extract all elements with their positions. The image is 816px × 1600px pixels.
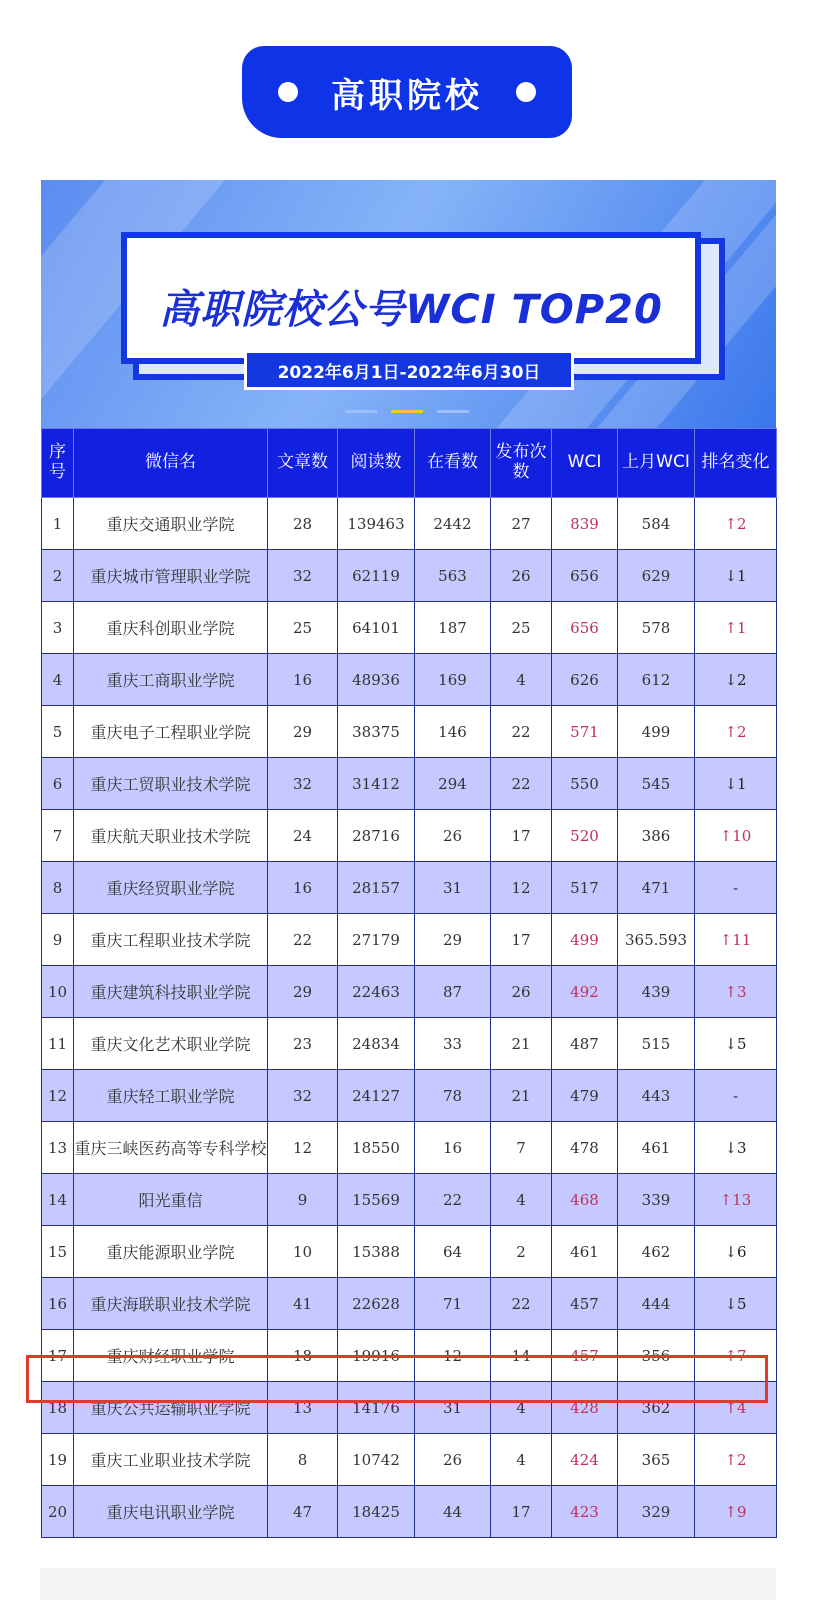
cell-last: 545: [618, 758, 695, 810]
cell-wci: 550: [552, 758, 618, 810]
cell-reads: 19916: [338, 1330, 415, 1382]
cell-change: ↑3: [695, 966, 777, 1018]
cell-wci: 499: [552, 914, 618, 966]
cell-wci: 479: [552, 1070, 618, 1122]
cell-articles: 28: [268, 498, 338, 550]
cell-articles: 23: [268, 1018, 338, 1070]
cell-likes: 294: [415, 758, 491, 810]
cell-last: 461: [618, 1122, 695, 1174]
cell-reads: 62119: [338, 550, 415, 602]
cell-posts: 21: [491, 1070, 552, 1122]
cell-posts: 22: [491, 706, 552, 758]
cell-articles: 47: [268, 1486, 338, 1538]
cell-likes: 22: [415, 1174, 491, 1226]
cell-reads: 38375: [338, 706, 415, 758]
cell-posts: 22: [491, 758, 552, 810]
bottom-strip: [40, 1568, 776, 1600]
cell-change: ↓1: [695, 550, 777, 602]
cell-posts: 17: [491, 1486, 552, 1538]
cell-last: 515: [618, 1018, 695, 1070]
cell-last: 584: [618, 498, 695, 550]
indicator-dash: [345, 410, 377, 413]
date-range: 2022年6月1日-2022年6月30日: [244, 350, 574, 390]
cell-wci: 428: [552, 1382, 618, 1434]
cell-wci: 571: [552, 706, 618, 758]
cell-rank: 13: [42, 1122, 74, 1174]
cell-posts: 21: [491, 1018, 552, 1070]
table-row: [42, 1122, 777, 1174]
cell-reads: 15388: [338, 1226, 415, 1278]
cell-likes: 563: [415, 550, 491, 602]
cell-name: 阳光重信: [74, 1174, 268, 1226]
cell-name: 重庆交通职业学院: [74, 498, 268, 550]
carousel-indicator: [345, 410, 469, 413]
cell-reads: 24834: [338, 1018, 415, 1070]
cell-wci: 487: [552, 1018, 618, 1070]
cell-change: ↑2: [695, 706, 777, 758]
cell-change: -: [695, 1070, 777, 1122]
cell-name: 重庆三峡医药高等专科学校: [74, 1122, 268, 1174]
cell-posts: 7: [491, 1122, 552, 1174]
cell-articles: 22: [268, 914, 338, 966]
cell-likes: 16: [415, 1122, 491, 1174]
cell-name: 重庆工商职业学院: [74, 654, 268, 706]
cell-change: ↑10: [695, 810, 777, 862]
table-row: [42, 1174, 777, 1226]
cell-likes: 187: [415, 602, 491, 654]
table-header-row: [42, 429, 777, 498]
cell-last: 362: [618, 1382, 695, 1434]
column-header: 微信名: [74, 429, 268, 498]
cell-last: 365: [618, 1434, 695, 1486]
cell-change: ↑4: [695, 1382, 777, 1434]
table-row: [42, 1070, 777, 1122]
cell-last: 444: [618, 1278, 695, 1330]
cell-posts: 27: [491, 498, 552, 550]
cell-rank: 19: [42, 1434, 74, 1486]
column-header: 阅读数: [338, 429, 415, 498]
cell-wci: 468: [552, 1174, 618, 1226]
bullet-dot-icon: [278, 82, 298, 102]
cell-posts: 22: [491, 1278, 552, 1330]
cell-likes: 64: [415, 1226, 491, 1278]
ranking-card: [41, 180, 776, 1538]
cell-articles: 12: [268, 1122, 338, 1174]
cell-rank: 15: [42, 1226, 74, 1278]
cell-name: 重庆文化艺术职业学院: [74, 1018, 268, 1070]
cell-rank: 18: [42, 1382, 74, 1434]
cell-change: ↓5: [695, 1018, 777, 1070]
banner-title-frame: [121, 232, 701, 364]
cell-articles: 9: [268, 1174, 338, 1226]
cell-articles: 8: [268, 1434, 338, 1486]
section-title: 高职院校: [331, 75, 483, 116]
cell-posts: 14: [491, 1330, 552, 1382]
cell-reads: 28716: [338, 810, 415, 862]
cell-wci: 461: [552, 1226, 618, 1278]
cell-likes: 146: [415, 706, 491, 758]
table-row: [42, 810, 777, 862]
cell-rank: 10: [42, 966, 74, 1018]
cell-name: 重庆科创职业学院: [74, 602, 268, 654]
cell-rank: 20: [42, 1486, 74, 1538]
table-row: [42, 1278, 777, 1330]
cell-name: 重庆建筑科技职业学院: [74, 966, 268, 1018]
cell-reads: 24127: [338, 1070, 415, 1122]
cell-last: 578: [618, 602, 695, 654]
cell-change: -: [695, 862, 777, 914]
cell-articles: 32: [268, 758, 338, 810]
cell-name: 重庆城市管理职业学院: [74, 550, 268, 602]
cell-rank: 6: [42, 758, 74, 810]
cell-change: ↓5: [695, 1278, 777, 1330]
table-row: [42, 758, 777, 810]
cell-wci: 457: [552, 1330, 618, 1382]
cell-articles: 16: [268, 862, 338, 914]
cell-posts: 17: [491, 810, 552, 862]
table-row: [42, 862, 777, 914]
table-row: [42, 914, 777, 966]
cell-rank: 3: [42, 602, 74, 654]
cell-articles: 10: [268, 1226, 338, 1278]
cell-reads: 28157: [338, 862, 415, 914]
indicator-dash: [437, 410, 469, 413]
cell-name: 重庆公共运输职业学院: [74, 1382, 268, 1434]
cell-wci: 424: [552, 1434, 618, 1486]
cell-last: 629: [618, 550, 695, 602]
cell-reads: 14176: [338, 1382, 415, 1434]
cell-name: 重庆能源职业学院: [74, 1226, 268, 1278]
cell-reads: 22463: [338, 966, 415, 1018]
cell-rank: 16: [42, 1278, 74, 1330]
cell-posts: 4: [491, 654, 552, 706]
table-row: [42, 1226, 777, 1278]
cell-name: 重庆电讯职业学院: [74, 1486, 268, 1538]
column-header: 上月WCI: [618, 429, 695, 498]
column-header: 发布次数: [491, 429, 552, 498]
cell-reads: 48936: [338, 654, 415, 706]
cell-reads: 139463: [338, 498, 415, 550]
cell-likes: 169: [415, 654, 491, 706]
cell-articles: 41: [268, 1278, 338, 1330]
cell-last: 612: [618, 654, 695, 706]
cell-name: 重庆工程职业技术学院: [74, 914, 268, 966]
cell-wci: 656: [552, 602, 618, 654]
cell-likes: 87: [415, 966, 491, 1018]
cell-reads: 22628: [338, 1278, 415, 1330]
cell-articles: 32: [268, 1070, 338, 1122]
cell-name: 重庆航天职业技术学院: [74, 810, 268, 862]
cell-wci: 656: [552, 550, 618, 602]
cell-posts: 2: [491, 1226, 552, 1278]
table-row: [42, 966, 777, 1018]
cell-articles: 16: [268, 654, 338, 706]
cell-likes: 44: [415, 1486, 491, 1538]
cell-last: 365.593: [618, 914, 695, 966]
column-header: WCI: [552, 429, 618, 498]
table-row: [42, 1382, 777, 1434]
cell-likes: 2442: [415, 498, 491, 550]
cell-likes: 12: [415, 1330, 491, 1382]
cell-articles: 32: [268, 550, 338, 602]
cell-likes: 31: [415, 862, 491, 914]
cell-rank: 14: [42, 1174, 74, 1226]
banner-title: 高职院校公号WCI TOP20: [159, 287, 663, 333]
cell-posts: 26: [491, 550, 552, 602]
cell-name: 重庆海联职业技术学院: [74, 1278, 268, 1330]
cell-name: 重庆电子工程职业学院: [74, 706, 268, 758]
cell-likes: 26: [415, 1434, 491, 1486]
cell-articles: 24: [268, 810, 338, 862]
cell-articles: 29: [268, 706, 338, 758]
cell-likes: 78: [415, 1070, 491, 1122]
cell-reads: 31412: [338, 758, 415, 810]
cell-articles: 25: [268, 602, 338, 654]
cell-wci: 457: [552, 1278, 618, 1330]
cell-change: ↑9: [695, 1486, 777, 1538]
cell-last: 356: [618, 1330, 695, 1382]
cell-likes: 31: [415, 1382, 491, 1434]
wci-ranking-table: [41, 428, 777, 1538]
cell-posts: 17: [491, 914, 552, 966]
cell-rank: 1: [42, 498, 74, 550]
cell-change: ↑13: [695, 1174, 777, 1226]
cell-change: ↓1: [695, 758, 777, 810]
cell-posts: 4: [491, 1174, 552, 1226]
table-row: [42, 1434, 777, 1486]
cell-posts: 4: [491, 1382, 552, 1434]
cell-articles: 29: [268, 966, 338, 1018]
cell-change: ↓6: [695, 1226, 777, 1278]
column-header: 文章数: [268, 429, 338, 498]
cell-posts: 4: [491, 1434, 552, 1486]
cell-rank: 17: [42, 1330, 74, 1382]
table-row: [42, 706, 777, 758]
cell-posts: 25: [491, 602, 552, 654]
cell-last: 439: [618, 966, 695, 1018]
cell-posts: 12: [491, 862, 552, 914]
cell-last: 339: [618, 1174, 695, 1226]
indicator-dash-active: [391, 410, 423, 413]
cell-rank: 11: [42, 1018, 74, 1070]
cell-reads: 10742: [338, 1434, 415, 1486]
cell-last: 329: [618, 1486, 695, 1538]
cell-name: 重庆工贸职业技术学院: [74, 758, 268, 810]
table-row: [42, 498, 777, 550]
table-row: [42, 1330, 777, 1382]
cell-wci: 520: [552, 810, 618, 862]
cell-likes: 71: [415, 1278, 491, 1330]
cell-last: 462: [618, 1226, 695, 1278]
cell-last: 443: [618, 1070, 695, 1122]
cell-rank: 8: [42, 862, 74, 914]
cell-name: 重庆财经职业学院: [74, 1330, 268, 1382]
cell-wci: 423: [552, 1486, 618, 1538]
cell-articles: 13: [268, 1382, 338, 1434]
cell-likes: 29: [415, 914, 491, 966]
cell-wci: 839: [552, 498, 618, 550]
bullet-dot-icon: [516, 82, 536, 102]
cell-change: ↓3: [695, 1122, 777, 1174]
cell-reads: 18550: [338, 1122, 415, 1174]
cell-change: ↓2: [695, 654, 777, 706]
table-row: [42, 654, 777, 706]
cell-last: 499: [618, 706, 695, 758]
cell-wci: 517: [552, 862, 618, 914]
cell-change: ↑7: [695, 1330, 777, 1382]
cell-rank: 7: [42, 810, 74, 862]
column-header: 在看数: [415, 429, 491, 498]
cell-rank: 12: [42, 1070, 74, 1122]
banner: [41, 180, 776, 428]
column-header: 排名变化: [695, 429, 777, 498]
cell-rank: 2: [42, 550, 74, 602]
cell-reads: 64101: [338, 602, 415, 654]
cell-rank: 4: [42, 654, 74, 706]
cell-rank: 9: [42, 914, 74, 966]
cell-wci: 492: [552, 966, 618, 1018]
cell-reads: 27179: [338, 914, 415, 966]
cell-last: 471: [618, 862, 695, 914]
cell-articles: 18: [268, 1330, 338, 1382]
table-row: [42, 1018, 777, 1070]
cell-likes: 33: [415, 1018, 491, 1070]
table-row: [42, 1486, 777, 1538]
table-row: [42, 550, 777, 602]
cell-name: 重庆轻工职业学院: [74, 1070, 268, 1122]
cell-likes: 26: [415, 810, 491, 862]
cell-last: 386: [618, 810, 695, 862]
table-row: [42, 602, 777, 654]
cell-wci: 626: [552, 654, 618, 706]
cell-rank: 5: [42, 706, 74, 758]
cell-wci: 478: [552, 1122, 618, 1174]
cell-reads: 18425: [338, 1486, 415, 1538]
cell-change: ↑11: [695, 914, 777, 966]
section-title-pill: [242, 46, 572, 138]
cell-change: ↑2: [695, 498, 777, 550]
cell-change: ↑1: [695, 602, 777, 654]
cell-posts: 26: [491, 966, 552, 1018]
cell-reads: 15569: [338, 1174, 415, 1226]
cell-name: 重庆工业职业技术学院: [74, 1434, 268, 1486]
cell-change: ↑2: [695, 1434, 777, 1486]
cell-name: 重庆经贸职业学院: [74, 862, 268, 914]
column-header: 序号: [42, 429, 74, 498]
